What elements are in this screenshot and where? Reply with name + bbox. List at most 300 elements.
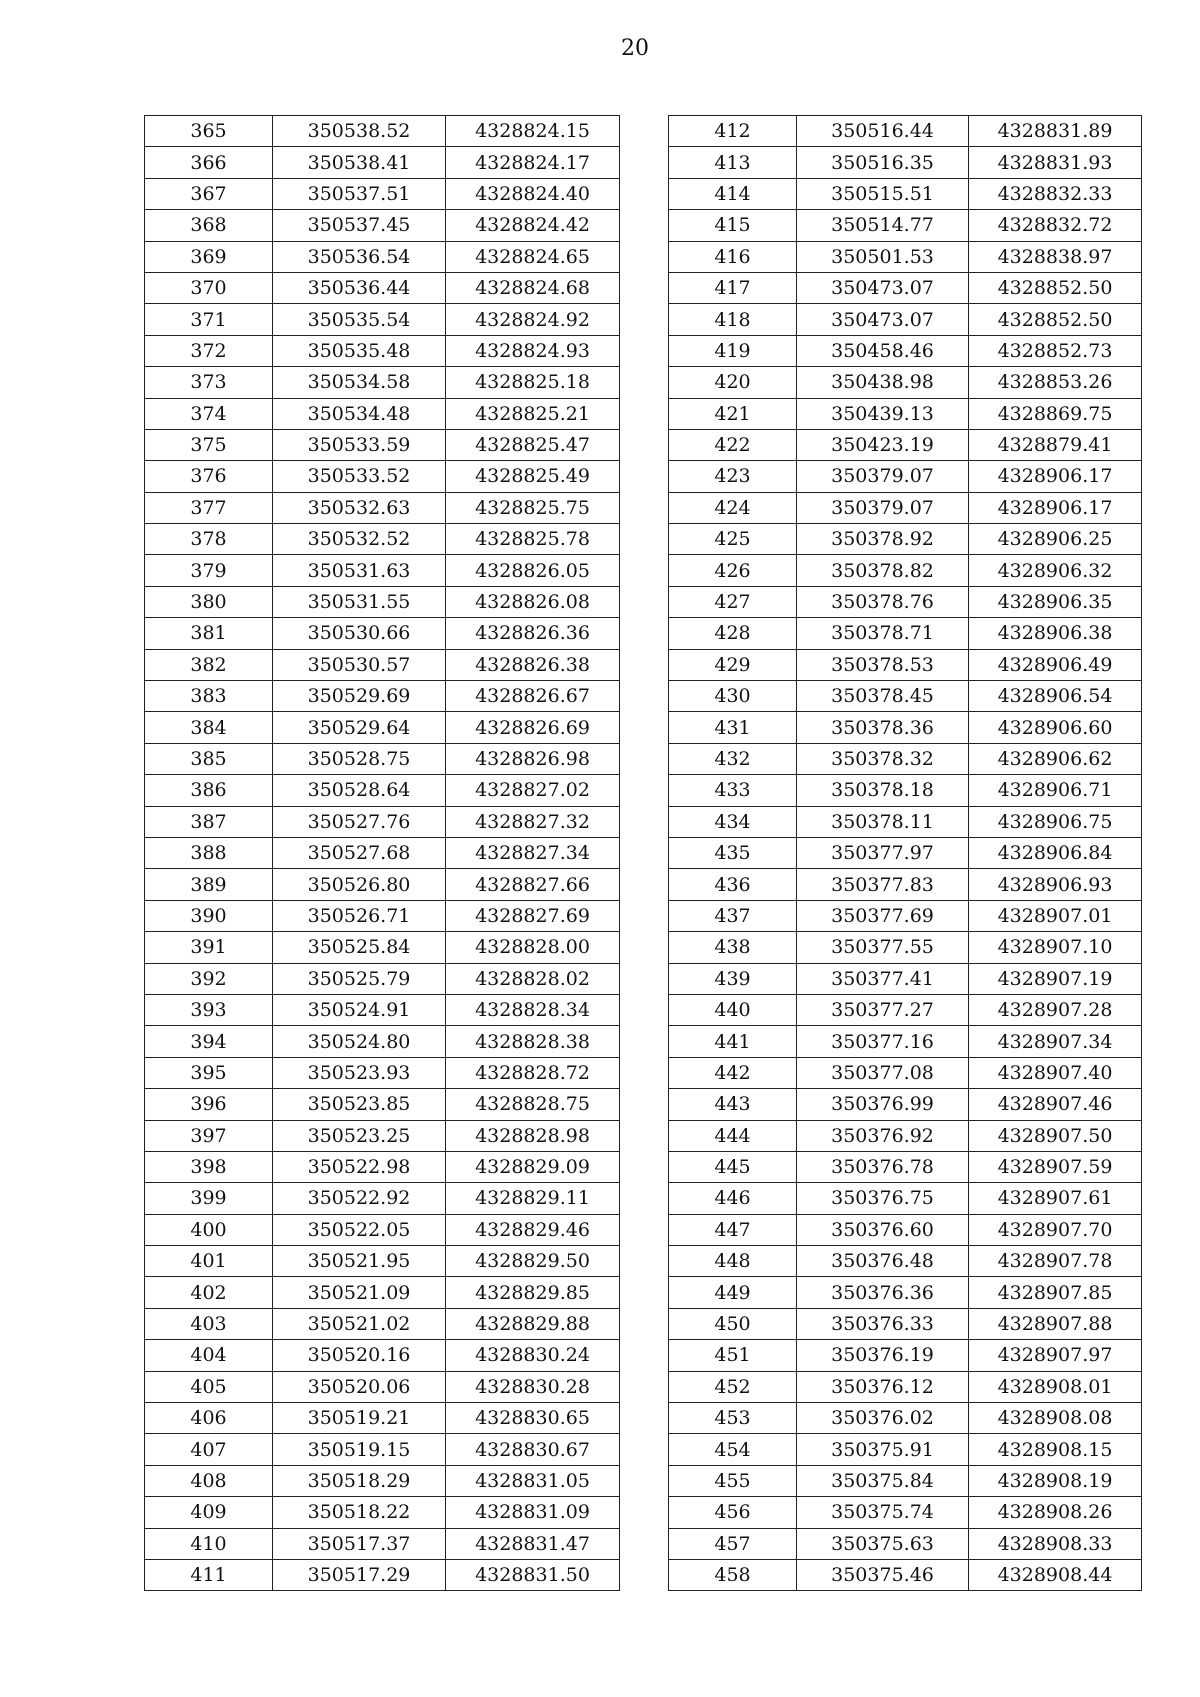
coordinates-table-body	[145, 116, 620, 1591]
x-coordinate-cell: 350534.58	[273, 367, 446, 398]
x-coordinate-cell: 350519.15	[273, 1434, 446, 1465]
table-row	[145, 178, 620, 209]
table-row	[145, 963, 620, 994]
point-number-cell: 433	[669, 775, 797, 806]
point-number-cell: 411	[145, 1559, 273, 1590]
y-coordinate-cell: 4328829.50	[446, 1246, 620, 1277]
x-coordinate-cell: 350379.07	[797, 492, 969, 523]
x-coordinate-cell: 350516.44	[797, 116, 969, 147]
y-coordinate-cell: 4328824.93	[446, 335, 620, 366]
table-row	[669, 837, 1142, 868]
y-coordinate-cell: 4328829.88	[446, 1308, 620, 1339]
point-number-cell: 370	[145, 272, 273, 303]
point-number-cell: 421	[669, 398, 797, 429]
point-number-cell: 420	[669, 367, 797, 398]
page-number: 20	[621, 36, 649, 61]
point-number-cell: 413	[669, 147, 797, 178]
table-row	[145, 461, 620, 492]
point-number-cell: 376	[145, 461, 273, 492]
table-row	[669, 900, 1142, 931]
x-coordinate-cell: 350535.54	[273, 304, 446, 335]
y-coordinate-cell: 4328831.93	[969, 147, 1142, 178]
y-coordinate-cell: 4328906.54	[969, 681, 1142, 712]
point-number-cell: 425	[669, 524, 797, 555]
y-coordinate-cell: 4328908.44	[969, 1559, 1142, 1590]
x-coordinate-cell: 350526.80	[273, 869, 446, 900]
table-row	[669, 398, 1142, 429]
table-row	[145, 1089, 620, 1120]
table-row	[145, 492, 620, 523]
x-coordinate-cell: 350518.29	[273, 1465, 446, 1496]
x-coordinate-cell: 350473.07	[797, 272, 969, 303]
point-number-cell: 380	[145, 586, 273, 617]
point-number-cell: 418	[669, 304, 797, 335]
y-coordinate-cell: 4328906.17	[969, 461, 1142, 492]
y-coordinate-cell: 4328907.59	[969, 1151, 1142, 1182]
point-number-cell: 432	[669, 743, 797, 774]
x-coordinate-cell: 350423.19	[797, 429, 969, 460]
table-row	[145, 304, 620, 335]
point-number-cell: 387	[145, 806, 273, 837]
point-number-cell: 366	[145, 147, 273, 178]
y-coordinate-cell: 4328828.34	[446, 994, 620, 1025]
y-coordinate-cell: 4328907.70	[969, 1214, 1142, 1245]
y-coordinate-cell: 4328830.67	[446, 1434, 620, 1465]
y-coordinate-cell: 4328826.36	[446, 618, 620, 649]
y-coordinate-cell: 4328826.05	[446, 555, 620, 586]
y-coordinate-cell: 4328853.26	[969, 367, 1142, 398]
coordinates-table-right	[668, 115, 1142, 1591]
x-coordinate-cell: 350519.21	[273, 1403, 446, 1434]
y-coordinate-cell: 4328828.98	[446, 1120, 620, 1151]
y-coordinate-cell: 4328827.32	[446, 806, 620, 837]
y-coordinate-cell: 4328826.38	[446, 649, 620, 680]
table-row	[669, 1528, 1142, 1559]
x-coordinate-cell: 350377.08	[797, 1057, 969, 1088]
table-row	[669, 618, 1142, 649]
y-coordinate-cell: 4328828.75	[446, 1089, 620, 1120]
point-number-cell: 367	[145, 178, 273, 209]
point-number-cell: 414	[669, 178, 797, 209]
point-number-cell: 394	[145, 1026, 273, 1057]
table-row	[669, 272, 1142, 303]
table-row	[145, 649, 620, 680]
y-coordinate-cell: 4328907.78	[969, 1246, 1142, 1277]
x-coordinate-cell: 350520.06	[273, 1371, 446, 1402]
y-coordinate-cell: 4328907.40	[969, 1057, 1142, 1088]
point-number-cell: 431	[669, 712, 797, 743]
x-coordinate-cell: 350523.85	[273, 1089, 446, 1120]
x-coordinate-cell: 350522.05	[273, 1214, 446, 1245]
y-coordinate-cell: 4328827.02	[446, 775, 620, 806]
y-coordinate-cell: 4328824.17	[446, 147, 620, 178]
x-coordinate-cell: 350537.45	[273, 210, 446, 241]
x-coordinate-cell: 350378.45	[797, 681, 969, 712]
point-number-cell: 424	[669, 492, 797, 523]
point-number-cell: 400	[145, 1214, 273, 1245]
table-row	[669, 241, 1142, 272]
y-coordinate-cell: 4328906.75	[969, 806, 1142, 837]
y-coordinate-cell: 4328906.17	[969, 492, 1142, 523]
y-coordinate-cell: 4328908.26	[969, 1497, 1142, 1528]
table-row	[669, 681, 1142, 712]
x-coordinate-cell: 350378.32	[797, 743, 969, 774]
y-coordinate-cell: 4328826.69	[446, 712, 620, 743]
y-coordinate-cell: 4328825.21	[446, 398, 620, 429]
x-coordinate-cell: 350533.59	[273, 429, 446, 460]
y-coordinate-cell: 4328906.49	[969, 649, 1142, 680]
point-number-cell: 458	[669, 1559, 797, 1590]
y-coordinate-cell: 4328825.47	[446, 429, 620, 460]
x-coordinate-cell: 350527.76	[273, 806, 446, 837]
x-coordinate-cell: 350523.25	[273, 1120, 446, 1151]
table-row	[145, 712, 620, 743]
x-coordinate-cell: 350530.57	[273, 649, 446, 680]
point-number-cell: 384	[145, 712, 273, 743]
y-coordinate-cell: 4328907.28	[969, 994, 1142, 1025]
table-row	[145, 272, 620, 303]
table-row	[669, 1089, 1142, 1120]
y-coordinate-cell: 4328907.01	[969, 900, 1142, 931]
y-coordinate-cell: 4328829.85	[446, 1277, 620, 1308]
x-coordinate-cell: 350458.46	[797, 335, 969, 366]
table-row	[145, 398, 620, 429]
point-number-cell: 453	[669, 1403, 797, 1434]
y-coordinate-cell: 4328907.50	[969, 1120, 1142, 1151]
table-row	[669, 1340, 1142, 1371]
point-number-cell: 385	[145, 743, 273, 774]
x-coordinate-cell: 350375.63	[797, 1528, 969, 1559]
point-number-cell: 447	[669, 1214, 797, 1245]
y-coordinate-cell: 4328908.19	[969, 1465, 1142, 1496]
table-row	[669, 1465, 1142, 1496]
y-coordinate-cell: 4328906.60	[969, 712, 1142, 743]
y-coordinate-cell: 4328828.02	[446, 963, 620, 994]
x-coordinate-cell: 350378.18	[797, 775, 969, 806]
y-coordinate-cell: 4328830.24	[446, 1340, 620, 1371]
point-number-cell: 448	[669, 1246, 797, 1277]
y-coordinate-cell: 4328907.19	[969, 963, 1142, 994]
point-number-cell: 422	[669, 429, 797, 460]
point-number-cell: 435	[669, 837, 797, 868]
table-row	[145, 1057, 620, 1088]
y-coordinate-cell: 4328838.97	[969, 241, 1142, 272]
table-row	[669, 994, 1142, 1025]
point-number-cell: 415	[669, 210, 797, 241]
x-coordinate-cell: 350523.93	[273, 1057, 446, 1088]
point-number-cell: 402	[145, 1277, 273, 1308]
x-coordinate-cell: 350378.92	[797, 524, 969, 555]
point-number-cell: 378	[145, 524, 273, 555]
x-coordinate-cell: 350376.12	[797, 1371, 969, 1402]
y-coordinate-cell: 4328827.34	[446, 837, 620, 868]
point-number-cell: 434	[669, 806, 797, 837]
y-coordinate-cell: 4328826.08	[446, 586, 620, 617]
point-number-cell: 404	[145, 1340, 273, 1371]
y-coordinate-cell: 4328906.25	[969, 524, 1142, 555]
table-row	[669, 586, 1142, 617]
x-coordinate-cell: 350524.91	[273, 994, 446, 1025]
point-number-cell: 441	[669, 1026, 797, 1057]
x-coordinate-cell: 350375.74	[797, 1497, 969, 1528]
x-coordinate-cell: 350533.52	[273, 461, 446, 492]
table-row	[145, 1120, 620, 1151]
point-number-cell: 391	[145, 932, 273, 963]
point-number-cell: 395	[145, 1057, 273, 1088]
x-coordinate-cell: 350376.02	[797, 1403, 969, 1434]
table-row	[145, 994, 620, 1025]
x-coordinate-cell: 350520.16	[273, 1340, 446, 1371]
y-coordinate-cell: 4328907.97	[969, 1340, 1142, 1371]
y-coordinate-cell: 4328906.93	[969, 869, 1142, 900]
point-number-cell: 375	[145, 429, 273, 460]
x-coordinate-cell: 350518.22	[273, 1497, 446, 1528]
table-row	[145, 1371, 620, 1402]
x-coordinate-cell: 350516.35	[797, 147, 969, 178]
x-coordinate-cell: 350534.48	[273, 398, 446, 429]
table-row	[669, 1559, 1142, 1590]
point-number-cell: 406	[145, 1403, 273, 1434]
table-row	[145, 837, 620, 868]
point-number-cell: 445	[669, 1151, 797, 1182]
y-coordinate-cell: 4328831.47	[446, 1528, 620, 1559]
y-coordinate-cell: 4328908.33	[969, 1528, 1142, 1559]
x-coordinate-cell: 350521.02	[273, 1308, 446, 1339]
x-coordinate-cell: 350521.09	[273, 1277, 446, 1308]
y-coordinate-cell: 4328908.01	[969, 1371, 1142, 1402]
table-row	[669, 335, 1142, 366]
x-coordinate-cell: 350376.78	[797, 1151, 969, 1182]
table-row	[669, 649, 1142, 680]
table-row	[145, 1403, 620, 1434]
x-coordinate-cell: 350536.44	[273, 272, 446, 303]
table-row	[669, 304, 1142, 335]
table-row	[145, 1434, 620, 1465]
table-row	[145, 1026, 620, 1057]
table-row	[669, 524, 1142, 555]
y-coordinate-cell: 4328908.15	[969, 1434, 1142, 1465]
y-coordinate-cell: 4328825.49	[446, 461, 620, 492]
x-coordinate-cell: 350517.37	[273, 1528, 446, 1559]
point-number-cell: 430	[669, 681, 797, 712]
point-number-cell: 442	[669, 1057, 797, 1088]
x-coordinate-cell: 350379.07	[797, 461, 969, 492]
point-number-cell: 372	[145, 335, 273, 366]
table-row	[145, 1277, 620, 1308]
x-coordinate-cell: 350378.71	[797, 618, 969, 649]
y-coordinate-cell: 4328824.15	[446, 116, 620, 147]
table-row	[145, 147, 620, 178]
point-number-cell: 381	[145, 618, 273, 649]
point-number-cell: 386	[145, 775, 273, 806]
table-row	[669, 367, 1142, 398]
table-row	[669, 461, 1142, 492]
x-coordinate-cell: 350526.71	[273, 900, 446, 931]
y-coordinate-cell: 4328824.65	[446, 241, 620, 272]
table-row	[145, 618, 620, 649]
point-number-cell: 452	[669, 1371, 797, 1402]
point-number-cell: 401	[145, 1246, 273, 1277]
table-row	[669, 1120, 1142, 1151]
y-coordinate-cell: 4328824.68	[446, 272, 620, 303]
y-coordinate-cell: 4328852.50	[969, 272, 1142, 303]
y-coordinate-cell: 4328906.84	[969, 837, 1142, 868]
y-coordinate-cell: 4328907.46	[969, 1089, 1142, 1120]
table-row	[669, 116, 1142, 147]
point-number-cell: 456	[669, 1497, 797, 1528]
point-number-cell: 437	[669, 900, 797, 931]
x-coordinate-cell: 350524.80	[273, 1026, 446, 1057]
table-row	[669, 1183, 1142, 1214]
table-row	[145, 1559, 620, 1590]
table-row	[669, 712, 1142, 743]
x-coordinate-cell: 350376.99	[797, 1089, 969, 1120]
point-number-cell: 379	[145, 555, 273, 586]
table-row	[669, 1308, 1142, 1339]
y-coordinate-cell: 4328907.10	[969, 932, 1142, 963]
table-row	[669, 1057, 1142, 1088]
x-coordinate-cell: 350531.55	[273, 586, 446, 617]
y-coordinate-cell: 4328832.33	[969, 178, 1142, 209]
point-number-cell: 416	[669, 241, 797, 272]
point-number-cell: 377	[145, 492, 273, 523]
table-row	[145, 429, 620, 460]
table-row	[145, 900, 620, 931]
table-row	[145, 524, 620, 555]
table-row	[669, 1497, 1142, 1528]
y-coordinate-cell: 4328824.40	[446, 178, 620, 209]
point-number-cell: 396	[145, 1089, 273, 1120]
y-coordinate-cell: 4328828.38	[446, 1026, 620, 1057]
y-coordinate-cell: 4328906.71	[969, 775, 1142, 806]
table-row	[145, 241, 620, 272]
point-number-cell: 365	[145, 116, 273, 147]
point-number-cell: 390	[145, 900, 273, 931]
y-coordinate-cell: 4328828.00	[446, 932, 620, 963]
point-number-cell: 368	[145, 210, 273, 241]
point-number-cell: 444	[669, 1120, 797, 1151]
x-coordinate-cell: 350532.63	[273, 492, 446, 523]
point-number-cell: 383	[145, 681, 273, 712]
x-coordinate-cell: 350376.33	[797, 1308, 969, 1339]
y-coordinate-cell: 4328907.61	[969, 1183, 1142, 1214]
point-number-cell: 457	[669, 1528, 797, 1559]
point-number-cell: 410	[145, 1528, 273, 1559]
y-coordinate-cell: 4328825.78	[446, 524, 620, 555]
x-coordinate-cell: 350439.13	[797, 398, 969, 429]
table-row	[669, 1277, 1142, 1308]
y-coordinate-cell: 4328826.67	[446, 681, 620, 712]
y-coordinate-cell: 4328827.69	[446, 900, 620, 931]
x-coordinate-cell: 350376.60	[797, 1214, 969, 1245]
table-row	[669, 743, 1142, 774]
y-coordinate-cell: 4328826.98	[446, 743, 620, 774]
table-row	[145, 1183, 620, 1214]
x-coordinate-cell: 350375.91	[797, 1434, 969, 1465]
x-coordinate-cell: 350378.36	[797, 712, 969, 743]
table-row	[145, 1214, 620, 1245]
point-number-cell: 419	[669, 335, 797, 366]
point-number-cell: 397	[145, 1120, 273, 1151]
point-number-cell: 408	[145, 1465, 273, 1496]
x-coordinate-cell: 350375.84	[797, 1465, 969, 1496]
point-number-cell: 429	[669, 649, 797, 680]
point-number-cell: 446	[669, 1183, 797, 1214]
y-coordinate-cell: 4328906.62	[969, 743, 1142, 774]
y-coordinate-cell: 4328832.72	[969, 210, 1142, 241]
x-coordinate-cell: 350538.52	[273, 116, 446, 147]
point-number-cell: 409	[145, 1497, 273, 1528]
y-coordinate-cell: 4328852.73	[969, 335, 1142, 366]
point-number-cell: 399	[145, 1183, 273, 1214]
x-coordinate-cell: 350529.64	[273, 712, 446, 743]
x-coordinate-cell: 350376.92	[797, 1120, 969, 1151]
table-row	[669, 1246, 1142, 1277]
table-row	[145, 1528, 620, 1559]
y-coordinate-cell: 4328824.92	[446, 304, 620, 335]
x-coordinate-cell: 350438.98	[797, 367, 969, 398]
table-row	[669, 963, 1142, 994]
y-coordinate-cell: 4328831.05	[446, 1465, 620, 1496]
x-coordinate-cell: 350528.64	[273, 775, 446, 806]
point-number-cell: 450	[669, 1308, 797, 1339]
point-number-cell: 417	[669, 272, 797, 303]
y-coordinate-cell: 4328825.18	[446, 367, 620, 398]
point-number-cell: 449	[669, 1277, 797, 1308]
x-coordinate-cell: 350535.48	[273, 335, 446, 366]
table-row	[145, 869, 620, 900]
table-row	[669, 492, 1142, 523]
x-coordinate-cell: 350377.27	[797, 994, 969, 1025]
x-coordinate-cell: 350522.98	[273, 1151, 446, 1182]
y-coordinate-cell: 4328852.50	[969, 304, 1142, 335]
table-row	[669, 869, 1142, 900]
x-coordinate-cell: 350377.16	[797, 1026, 969, 1057]
point-number-cell: 403	[145, 1308, 273, 1339]
point-number-cell: 440	[669, 994, 797, 1025]
x-coordinate-cell: 350531.63	[273, 555, 446, 586]
point-number-cell: 374	[145, 398, 273, 429]
x-coordinate-cell: 350517.29	[273, 1559, 446, 1590]
y-coordinate-cell: 4328831.50	[446, 1559, 620, 1590]
x-coordinate-cell: 350376.75	[797, 1183, 969, 1214]
table-row	[145, 367, 620, 398]
x-coordinate-cell: 350536.54	[273, 241, 446, 272]
table-row	[669, 1026, 1142, 1057]
y-coordinate-cell: 4328831.89	[969, 116, 1142, 147]
table-row	[145, 1151, 620, 1182]
table-row	[145, 806, 620, 837]
x-coordinate-cell: 350375.46	[797, 1559, 969, 1590]
point-number-cell: 369	[145, 241, 273, 272]
x-coordinate-cell: 350528.75	[273, 743, 446, 774]
point-number-cell: 392	[145, 963, 273, 994]
point-number-cell: 382	[145, 649, 273, 680]
point-number-cell: 439	[669, 963, 797, 994]
point-number-cell: 438	[669, 932, 797, 963]
table-row	[669, 210, 1142, 241]
table-row	[145, 116, 620, 147]
point-number-cell: 436	[669, 869, 797, 900]
y-coordinate-cell: 4328831.09	[446, 1497, 620, 1528]
x-coordinate-cell: 350378.82	[797, 555, 969, 586]
point-number-cell: 427	[669, 586, 797, 617]
x-coordinate-cell: 350378.76	[797, 586, 969, 617]
table-row	[145, 1497, 620, 1528]
y-coordinate-cell: 4328907.88	[969, 1308, 1142, 1339]
x-coordinate-cell: 350515.51	[797, 178, 969, 209]
x-coordinate-cell: 350378.53	[797, 649, 969, 680]
